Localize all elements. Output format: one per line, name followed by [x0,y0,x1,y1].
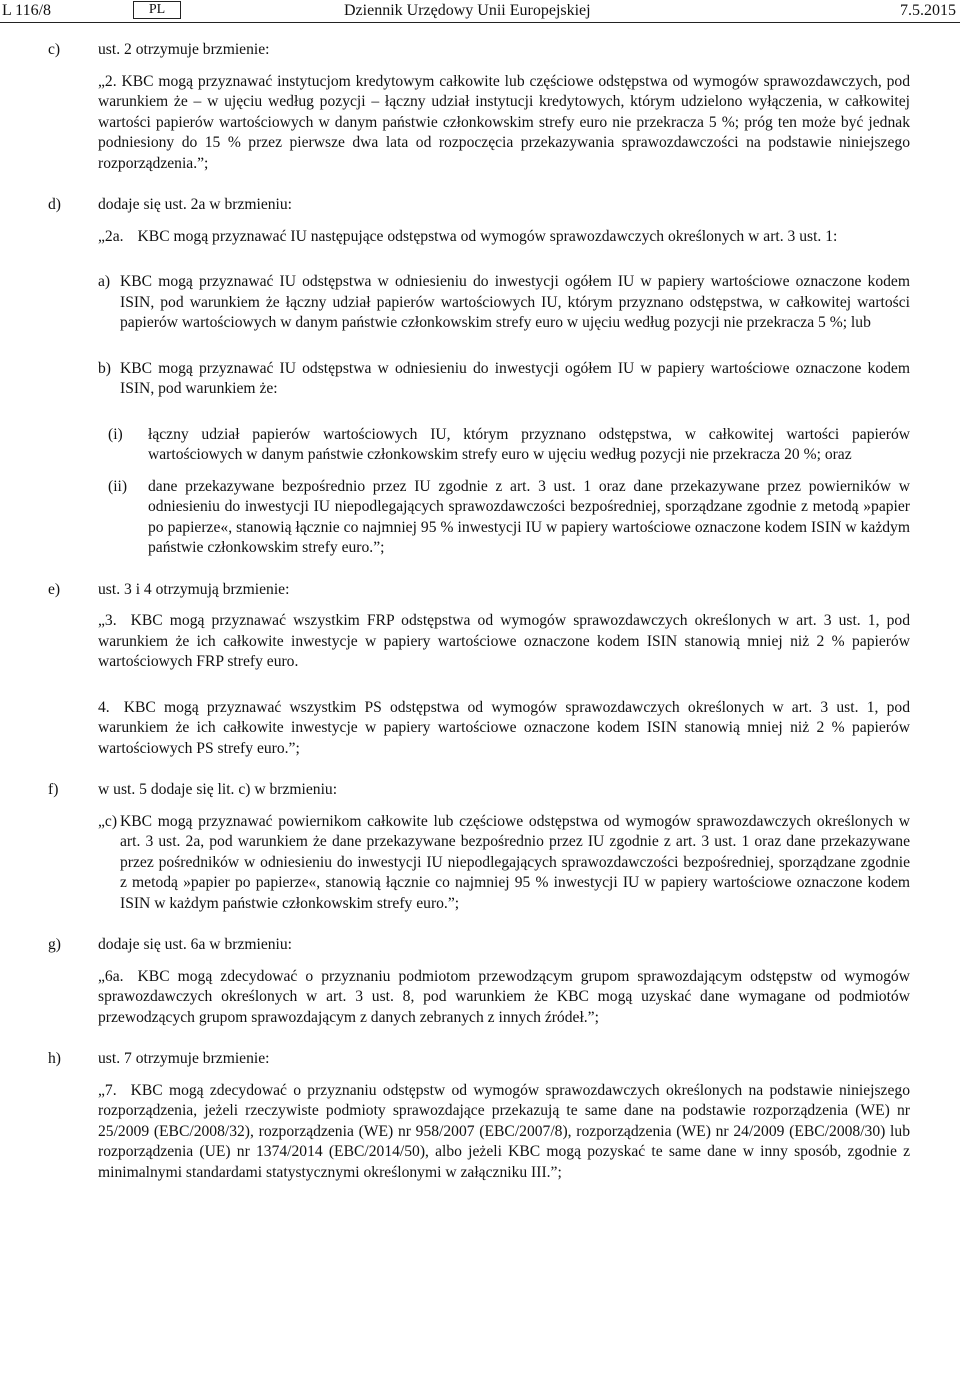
item-g-paragraph: „6a. KBC mogą zdecydować o przyznaniu podmiotom przewodzącym grupom sprawozdającym odstępstw od wymogów sprawozdawczych określonych w art. 3 ust. 8, pod warunkiem że KBC mogą uzyskać dane wymagane od podmiotów przewodzących grupom sprawozdającym z danych zebranych z innych źródeł.”; [98,967,910,1026]
language-box: PL [133,1,181,19]
item-g-intro: g) dodaje się ust. 6a w brzmieniu: [48,935,910,956]
journal-title: Dziennik Urzędowy Unii Europejskiej [344,2,591,19]
para-number: „7. [98,1081,117,1099]
item-e-label: e) [48,580,61,598]
para-number: 4. [98,698,110,716]
document-body [48,40,910,1183]
para-number: „3. [98,612,117,629]
item-f-label: f) [48,781,59,798]
item-d-point-b: b) KBC mogą przyznawać IU odstępstwa w odniesieniu do inwestycji ogółem IU w papiery wartościowe oznaczone kodem ISIN, pod warunkiem że: [98,359,910,397]
item-e-paragraph-4: 4. KBC mogą przyznawać wszystkim PS odstępstwa od wymogów sprawozdawczych określonych w art. 3 ust. 1, pod warunkiem że ich całkowite inwestycje w papiery wartościowe oznaczone kodem ISIN stanowią mniej niż 2 % papierów wartościowych PS strefy euro.”; [98,698,910,757]
item-d-point-i: (i) łączny udział papierów wartościowych IU, którym przyznano odstępstwa, w całkowitej wartości papierów wartościowych w danym państwie członkowskim strefy euro w ujęciu według pozycji nie przekracza 20 %; oraz [108,425,910,463]
item-c-paragraph: „2. KBC mogą przyznawać instytucjom kredytowym całkowite lub częściowe odstępstwa od wymogów sprawozdawczych, pod warunkiem że – w ujęciu według pozycji – łączny udział instytucji kredytowych, którym udzielono wyłączenia, w całkowitej wartości papierów wartościowych w danym państwie członkowskim strefy euro nie przekracza 5 %; próg ten może być jednak podniesiony do 15 % przez pierwsze dwa lata od rozpoczęcia przekazywania sprawozdawczości na podstawie niniejszego rozporządzenia.”; [98,72,910,172]
item-c-intro: c) ust. 2 otrzymuje brzmienie: [48,40,910,61]
item-h-intro: h) ust. 7 otrzymuje brzmienie: [48,1049,910,1070]
item-h-paragraph: „7. KBC mogą zdecydować o przyznaniu odstępstw od wymogów sprawozdawczych określonych na podstawie niniejszego rozporządzenia, jeżeli rzeczywiste podmioty sprawozdające przekazują te same dane na podstawie rozporządzenia (WE) nr 25/2009 (EBC/2008/32), rozporządzenia (WE) nr 958/2007 (EBC/2007/8), rozporządzenia (WE) nr 24/2009 (EBC/2008/30) lub rozporządzenia (UE) nr 1374/2014 (EBC/2014/50), albo jeżeli KBC mogą pozyskać te same dane w inny sposób, zgodnie z minimalnymi standardami statystycznymi określonymi w załączniku III.”; [98,1081,910,1181]
item-d-label: d) [48,196,61,213]
page-reference: L 116/8 [2,2,52,19]
para-number: „6a. [98,967,124,985]
page-header [0,0,960,20]
item-h-label: h) [48,1050,61,1067]
item-g-label: g) [48,936,61,953]
publication-date: 7.5.2015 [900,2,956,19]
item-d-intro: d) dodaje się ust. 2a w brzmieniu: [48,195,910,216]
para-number: „2a. [98,227,124,245]
header-rule [0,22,960,23]
item-e-paragraph-3: „3. KBC mogą przyznawać wszystkim FRP odstępstwa od wymogów sprawozdawczych określonych w art. 3 ust. 1, pod warunkiem że ich całkowite inwestycje w papiery wartościowe oznaczone kodem ISIN stanowią mniej niż 2 % papierów wartościowych FRP strefy euro. [98,612,910,670]
item-c-label: c) [48,41,61,58]
item-e-intro: e) ust. 3 i 4 otrzymują brzmienie: [48,580,910,601]
item-f-point-c: „c) KBC mogą przyznawać powiernikom całkowite lub częściowe odstępstwa od wymogów sprawozdawczych określonych w art. 3 ust. 2a, pod warunkiem że dane przekazywane bezpośrednio przez IU zgodnie z art. 3 ust. 1 oraz dane przekazywane przez pośredników w odniesieniu do inwestycji IU niepodlegających sprawozdawczości bezpośredniej, sporządzane zgodnie z metodą »papier po papierze«, stanowią łącznie co najmniej 95 % inwestycji IU w papiery wartościowe oznaczone kodem ISIN w każdym państwie członkowskim strefy euro.”; [98,812,910,912]
item-d-paragraph: „2a. KBC mogą przyznawać IU następujące odstępstwa od wymogów sprawozdawczych określonych w art. 3 ust. 1: [98,227,910,248]
item-d-point-ii: (ii) dane przekazywane bezpośrednio przez IU zgodnie z art. 3 ust. 1 oraz dane przekazywane przez powierników w odniesieniu do inwestycji IU niepodlegających sprawozdawczości bezpośredniej, sporządzane zgodnie z metodą »papier po papierze«, stanowią łącznie co najmniej 95 % inwestycji IU w papiery wartościowe oznaczone kodem ISIN w każdym państwie członkowskim strefy euro.”; [108,477,910,556]
item-f-intro: f) w ust. 5 dodaje się lit. c) w brzmieniu: [48,780,910,801]
item-d-point-a: a) KBC mogą przyznawać IU odstępstwa w odniesieniu do inwestycji ogółem IU w papiery wartościowe oznaczone kodem ISIN, pod warunkiem że łączny udział papierów wartościowych IU, którym przyznano odstępstwa, w całkowitej wartości papierów wartościowych w danym państwie członkowskim strefy euro w ujęciu według pozycji nie przekracza 5 %; lub [98,273,910,331]
